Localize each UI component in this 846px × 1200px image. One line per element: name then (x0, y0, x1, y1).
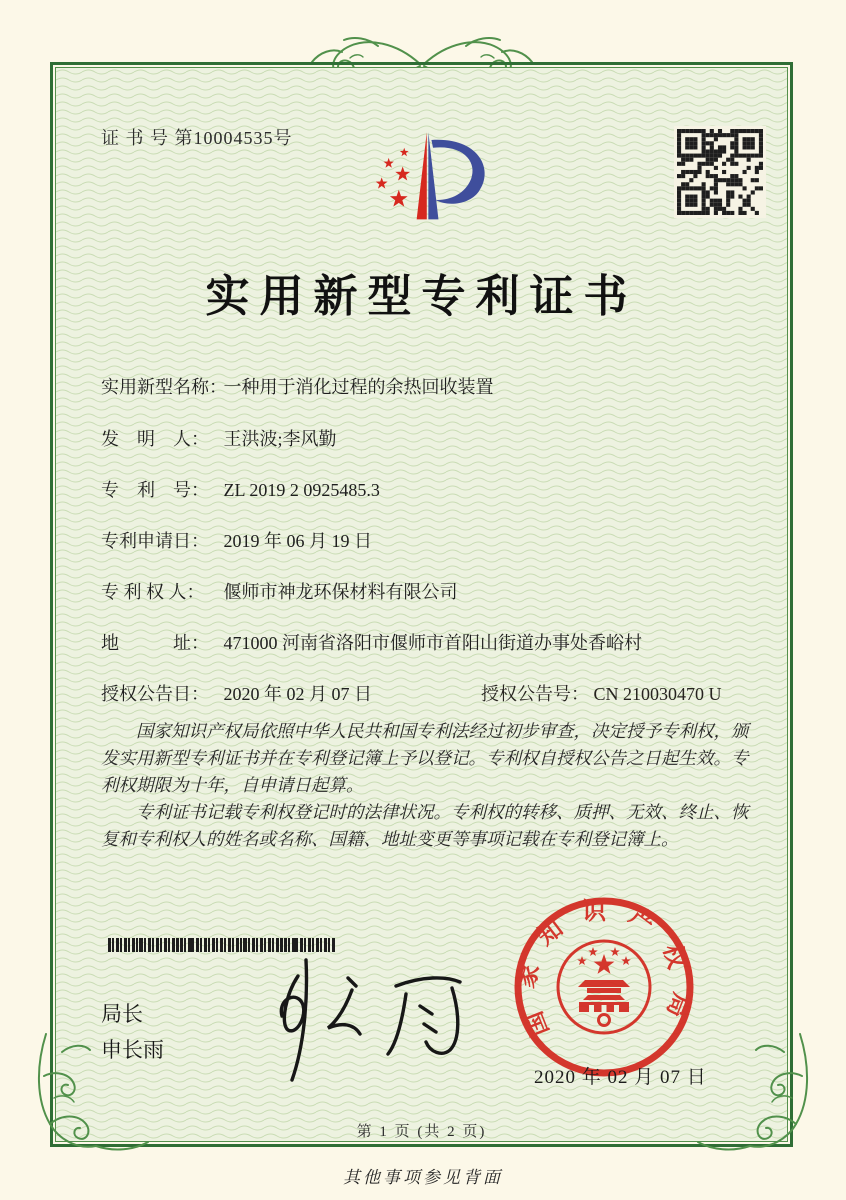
field-value: 2020 年 02 月 07 日 (223, 684, 372, 704)
field-label: 专利申请日： (101, 531, 209, 551)
seal-text: 国家知识产权局 (513, 898, 695, 1040)
commissioner-name: 申长雨 (101, 1038, 164, 1062)
field-label: 授权公告日： (101, 684, 209, 704)
gazette-label: 授权公告号： (481, 684, 589, 704)
field-value: 一种用于消化过程的余热回收装置 (223, 377, 494, 397)
national-emblem-icon (558, 941, 650, 1033)
field-row-grant-date (101, 680, 722, 706)
bottom-right-flourish (678, 1028, 818, 1168)
field-row-address (101, 629, 642, 655)
certificate-title: 实用新型专利证书 (205, 272, 638, 321)
commissioner-signature (236, 948, 486, 1088)
commissioner-title: 局长 (101, 1002, 143, 1026)
field-label: 专 利 权 人： (101, 582, 205, 602)
page-number: 第 1 页 (共 2 页) (356, 1124, 487, 1140)
field-label: 实用新型名称： (101, 377, 227, 397)
gazette-value: CN 210030470 U (593, 684, 722, 704)
bottom-left-flourish (28, 1028, 168, 1168)
back-note: 其他事项参见背面 (343, 1168, 503, 1187)
field-value: 王洪波;李风勤 (223, 429, 337, 449)
legal-text (101, 718, 761, 853)
certificate-number: 证 书 号 第10004535号 (101, 128, 293, 148)
cnipa-patent-logo (356, 114, 496, 236)
field-row-patent-no (101, 476, 380, 502)
field-value: ZL 2019 2 0925485.3 (223, 480, 380, 500)
field-value: 偃师市神龙环保材料有限公司 (223, 582, 458, 602)
field-value: 2019 年 06 月 19 日 (223, 531, 372, 551)
legal-paragraph-2: 专利证书记载专利权登记时的法律状况。专利权的转移、质押、无效、终止、恢复和专利权人的姓名或名称、国籍、地址变更等事项记载在专利登记簿上。 (101, 802, 749, 849)
field-label: 专 利 号： (101, 480, 209, 500)
official-seal (511, 894, 697, 1080)
field-label: 地 址： (101, 633, 209, 653)
legal-paragraph-1: 国家知识产权局依照中华人民共和国专利法经过初步审查，决定授予专利权，颁发实用新型专利证书并在专利登记簿上予以登记。专利权自授权公告之日起生效。专利权期限为十年，自申请日起算。 (101, 721, 749, 795)
field-row-filing-date (101, 527, 372, 553)
field-row-inventors (101, 425, 337, 451)
gazette-number-group (481, 680, 722, 706)
seal-date: 2020 年 02 月 07 日 (534, 1067, 707, 1088)
certificate-inner-area (55, 67, 788, 1142)
field-value: 471000 河南省洛阳市偃师市首阳山街道办事处香峪村 (223, 633, 642, 653)
field-label: 发 明 人： (101, 429, 209, 449)
qr-code (674, 126, 766, 218)
field-row-name (101, 373, 494, 399)
certificate-frame (50, 62, 793, 1147)
field-row-patentee (101, 578, 458, 604)
